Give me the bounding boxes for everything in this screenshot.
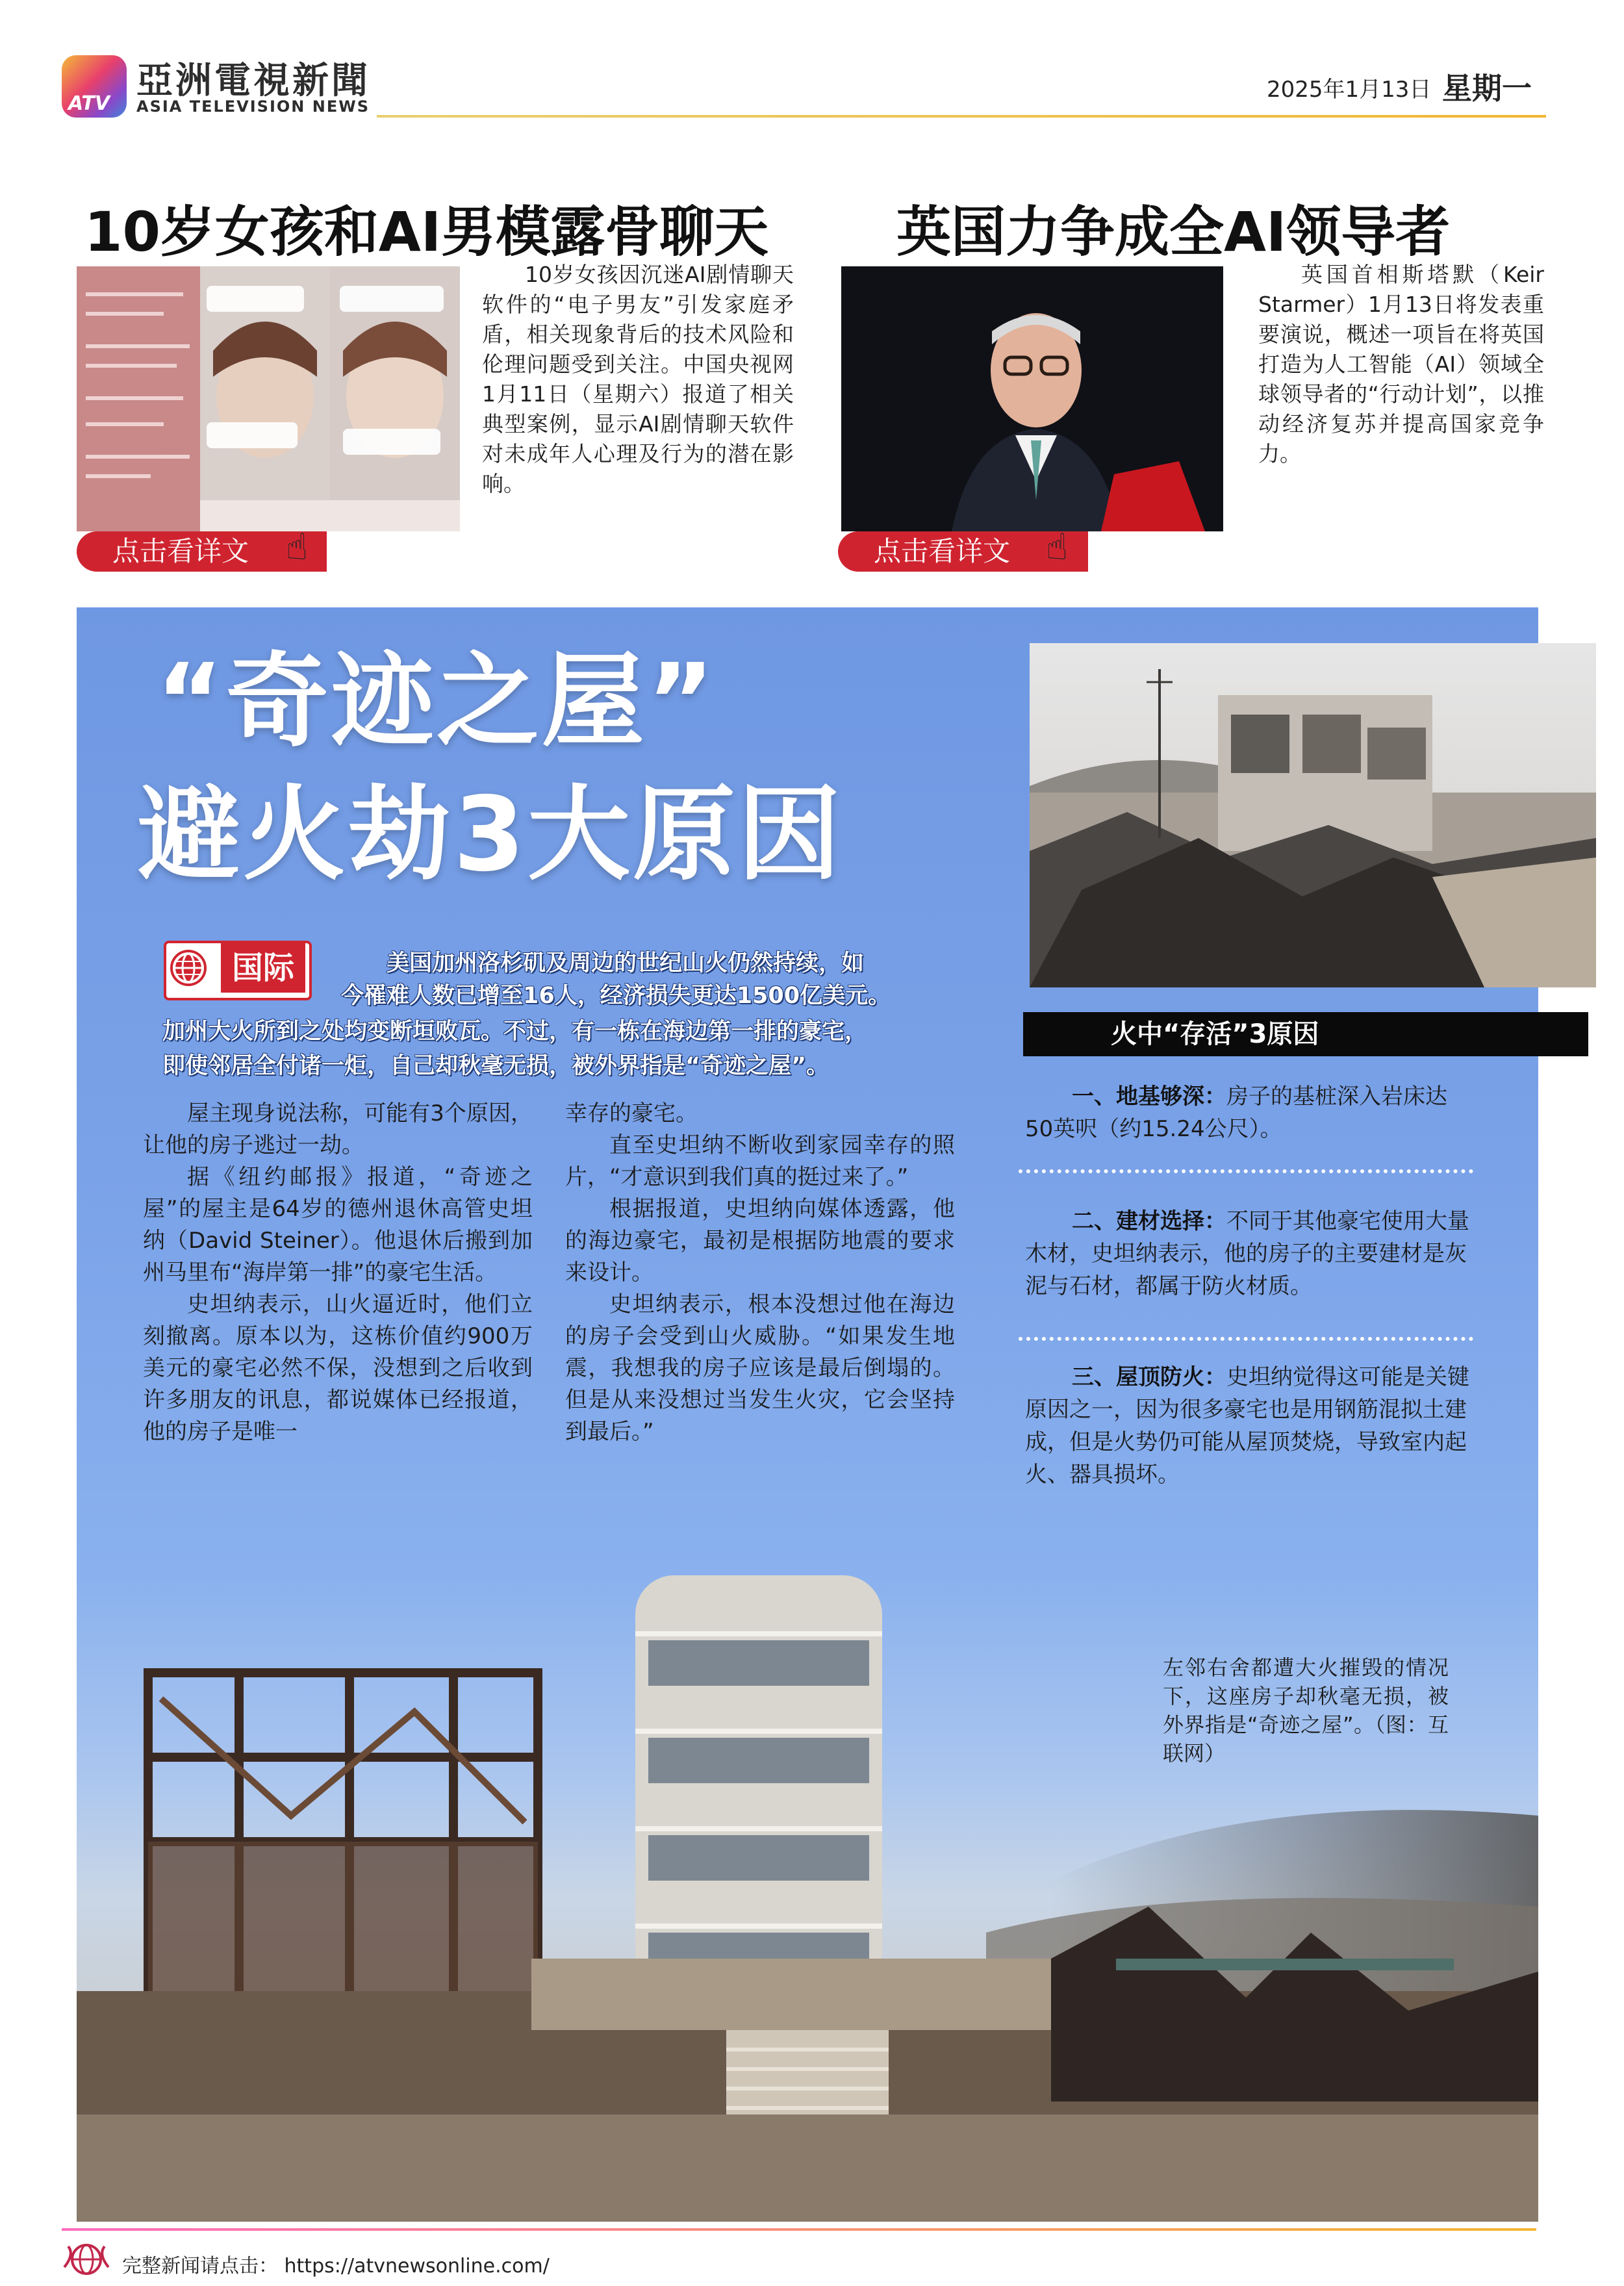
reason-item	[1025, 1080, 1473, 1145]
dotted-divider	[1019, 1337, 1473, 1341]
story2-read-more-button[interactable]: 点击看详文	[838, 531, 1088, 572]
reason-title: 三、屋顶防火：	[1072, 1364, 1226, 1390]
article-column-1	[143, 1098, 533, 1448]
brand-name-english: ASIA TELEVISION NEWS	[136, 97, 370, 116]
story2-photo[interactable]	[841, 266, 1223, 531]
sidebar-heading: 火中“存活”3原因	[1023, 1012, 1588, 1056]
reason-item	[1025, 1361, 1473, 1491]
lede-line: 今罹难人数已增至16人，经济损失更达1500亿美元。	[341, 983, 891, 1009]
paragraph-continuation: 幸存的豪宅。	[565, 1100, 698, 1126]
atv-emblem-icon	[62, 2241, 111, 2278]
paragraph: 史坦纳表示，山火逼近时，他们立刻撤离。原本以为，这栋价值约900万美元的豪宅必然不保，没想到之后收到许多朋友的讯息，都说媒体已经报道，他的房子是唯一	[143, 1291, 533, 1445]
pointer-hand-icon: ☝	[1046, 526, 1069, 568]
reason-title: 一、地基够深：	[1072, 1084, 1226, 1110]
reason-title: 二、建材选择：	[1072, 1208, 1226, 1234]
burned-beach-houses-photo[interactable]	[1030, 643, 1596, 987]
atv-logo	[62, 55, 127, 118]
miracle-house-photo[interactable]	[77, 1543, 1538, 2222]
category-tag-label: 国际	[221, 943, 305, 993]
reason-text: 房子的基桩深入岩床达50英呎（约15.24公尺）。	[1025, 1084, 1447, 1142]
issue-date: 2025年1月13日	[1267, 77, 1432, 103]
globe-icon	[170, 950, 207, 986]
footer-divider	[62, 2228, 1536, 2231]
reason-text: 不同于其他豪宅使用大量木材，史坦纳表示，他的房子的主要建材是灰泥与石材，都属于防火材质。	[1025, 1208, 1469, 1299]
header-divider	[377, 115, 1546, 118]
feature-title-line1: “奇迹之屋”	[156, 642, 717, 761]
brand-name-chinese: 亞洲電視新聞	[136, 59, 370, 102]
issue-weekday: 星期一	[1442, 71, 1532, 106]
story2-summary: 英国首相斯塔默（Keir Starmer）1月13日将发表重要演说，概述一项旨在将英国打造为人工智能（AI）领域全球领导者的“行动计划”，以推动经济复苏并提高国家竞争力。	[1258, 262, 1544, 466]
footer-link[interactable]: 完整新闻请点击： https://atvnewsonline.com/	[122, 2255, 550, 2278]
lede-line: 即使邻居全付诸一炬，自己却秋毫无损，被外界指是“奇迹之屋”。	[162, 1053, 830, 1079]
paragraph: 根据报道，史坦纳向媒体透露，他的海边豪宅，最初是根据防地震的要求来设计。	[565, 1196, 955, 1286]
article-column-2	[565, 1098, 955, 1448]
story1-read-more-button[interactable]: 点击看详文	[77, 531, 327, 572]
dotted-divider	[1019, 1169, 1473, 1173]
paragraph: 屋主现身说法称，可能有3个原因，让他的房子逃过一劫。	[143, 1100, 533, 1158]
logo-text: ATV	[68, 92, 110, 115]
paragraph: 史坦纳表示，根本没想过他在海边的房子会受到山火威胁。“如果发生地震，我想我的房子应该是最后倒塌的。但是从来没想过当发生火灾，它会坚持到最后。”	[565, 1291, 955, 1445]
story1-summary: 10岁女孩因沉迷AI剧情聊天软件的“电子男友”引发家庭矛盾，相关现象背后的技术风险和伦理问题受到关注。中国央视网1月11日（星期六）报道了相关典型案例，显示AI剧情聊天软件对未成年人心理及行为的潜在影响。	[482, 262, 794, 496]
story2-headline[interactable]: 英国力争成全AI领导者	[896, 200, 1451, 264]
feature-title-line2: 避火劫3大原因	[138, 775, 843, 895]
lede-line: 美国加州洛杉矶及周边的世纪山火仍然持续，如	[387, 950, 865, 976]
photo-caption: 左邻右舍都遭大火摧毁的情况下，这座房子却秋毫无损，被外界指是“奇迹之屋”。（图：互联网）	[1163, 1655, 1449, 1766]
story1-headline[interactable]: 10岁女孩和AI男模露骨聊天	[84, 200, 769, 264]
paragraph: 直至史坦纳不断收到家园幸存的照片，“才意识到我们真的挺过来了。”	[565, 1132, 955, 1190]
reason-text: 史坦纳觉得这可能是关键原因之一，因为很多豪宅也是用钢筋混拟土建成，但是火势仍可能从屋顶焚烧，导致室内起火、器具损坏。	[1025, 1364, 1469, 1488]
lede-line: 加州大火所到之处均变断垣败瓦。不过，有一栋在海边第一排的豪宅，	[162, 1019, 868, 1045]
reason-item	[1025, 1205, 1473, 1302]
story1-photo[interactable]	[77, 266, 460, 531]
paragraph: 据《纽约邮报》报道，“奇迹之屋”的屋主是64岁的德州退休高管史坦纳（David Steiner）。他退休后搬到加州马里布“海岸第一排”的豪宅生活。	[143, 1164, 533, 1286]
pointer-hand-icon: ☝	[286, 526, 309, 568]
